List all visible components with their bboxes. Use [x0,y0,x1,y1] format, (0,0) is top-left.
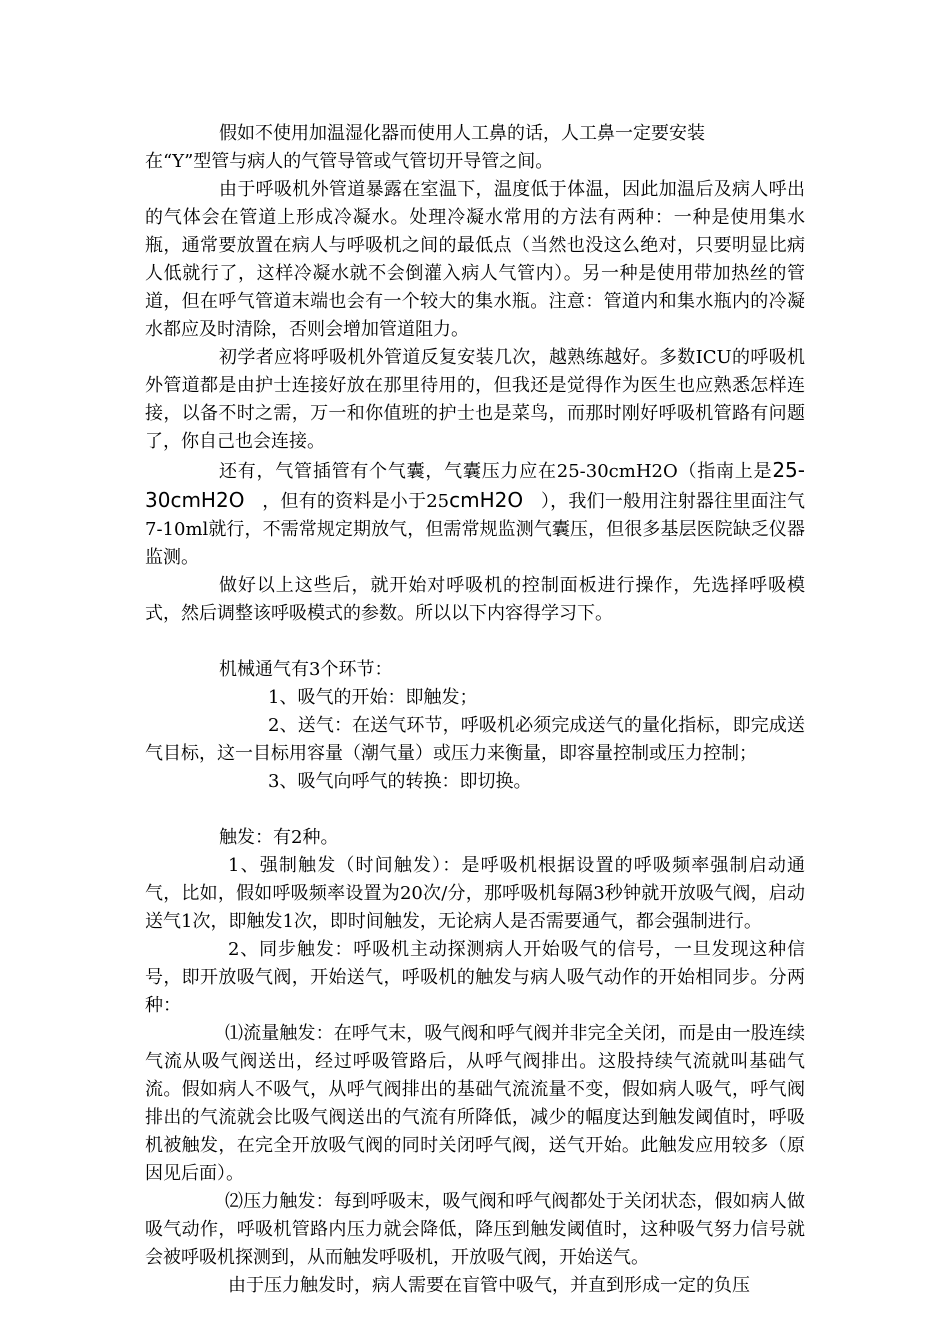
paragraph-pressure-trigger: ⑵压力触发：每到呼吸末，吸气阀和呼气阀都处于关闭状态，假如病人做吸气动作，呼吸机管路内压力就会降低，降压到触发阈值时，这种吸气努力信号就会被呼吸机探测到，从而触发呼吸机，开放吸气阀，开始送气。 [145,1191,805,1268]
list-item-delivery: 2、送气：在送气环节，呼吸机必须完成送气的量化指标，即完成送气目标，这一目标用容量（潮气量）或压力来衡量，即容量控制或压力控制； [145,715,805,764]
blank-line [145,796,805,824]
paragraph-beginners: 初学者应将呼吸机外管道反复安装几次，越熟练越好。多数ICU的呼吸机外管道都是由护士连接好放在那里待用的，但我还是觉得作为医生也应熟悉怎样连接，以备不时之需，万一和你值班的护士也是菜鸟，而那时刚好呼吸机管路有问题了，你自己也会连接。 [145,347,805,452]
paragraph-cuff-pressure [145,456,805,572]
paragraph-pressure-note: 由于压力触发时，病人需要在盲管中吸气，并直到形成一定的负压 [228,1275,750,1296]
paragraph-hme-1: 假如不使用加温湿化器而使用人工鼻的话，人工鼻一定要安装 [219,123,705,144]
paragraph-mandatory-trigger: 1、强制触发（时间触发）：是呼吸机根据设置的呼吸频率强制启动通气，比如，假如呼吸频率设置为20次/分，那呼吸机每隔3秒钟就开放吸气阀，启动送气1次，即触发1次，即时间触发，无论病人是否需要通气，都会强制进行。 [145,855,805,932]
cuff-guideline-value: 25-30cmH2O [145,458,805,512]
paragraph-control-panel: 做好以上这些后，就开始对呼吸机的控制面板进行操作，先选择呼吸模式，然后调整该呼吸模式的参数。所以以下内容得学习下。 [145,575,805,624]
list-item-cycling: 3、吸气向呼气的转换：即切换。 [268,771,532,792]
document-body [145,120,805,1300]
list-item-trigger: 1、吸气的开始：即触发； [268,687,478,708]
paragraph-sync-trigger: 2、同步触发：呼吸机主动探测病人开始吸气的信号，一旦发现这种信号，即开放吸气阀，开始送气，呼吸机的触发与病人吸气动作的开始相同步。分两种： [145,939,805,1016]
paragraph-trigger-types: 触发：有2种。 [219,827,339,848]
cuff-text-3: ），我们一般用注射器往里面注气7-10ml就行，不需常规定期放气，但需常规监测气囊压，但很多基层医院缺乏仪器监测。 [145,491,806,568]
blank-line [145,628,805,656]
cuff-text-1: 还有，气管插管有个气囊，气囊压力应在25-30cmH2O（指南上是 [219,461,773,482]
paragraph-three-stages: 机械通气有3个环节： [219,659,393,680]
cuff-text-2: ，但有的资料是小于25 [262,491,450,512]
paragraph-hme-2: 在“Y”型管与病人的气管导管或气管切开导管之间。 [145,151,554,172]
paragraph-flow-trigger: ⑴流量触发：在呼气末，吸气阀和呼气阀并非完全关闭，而是由一股连续气流从吸气阀送出，经过呼吸管路后，从呼气阀排出。这股持续气流就叫基础气流。假如病人不吸气，从呼气阀排出的基础气流流量不变，假如病人吸气，呼气阀排出的气流就会比吸气阀送出的气流有所降低，减少的幅度达到触发阈值时，呼吸机被触发，在完全开放吸气阀的同时关闭呼气阀，送气开始。此触发应用较多（原因见后面）。 [145,1023,805,1184]
paragraph-condensate: 由于呼吸机外管道暴露在室温下，温度低于体温，因此加温后及病人呼出的气体会在管道上形成冷凝水。处理冷凝水常用的方法有两种：一种是使用集水瓶，通常要放置在病人与呼吸机之间的最低点（当然也没这么绝对，只要明显比病人低就行了，这样冷凝水就不会倒灌入病人气管内）。另一种是使用带加热丝的管道，但在呼气管道末端也会有一个较大的集水瓶。注意：管道内和集水瓶内的冷凝水都应及时清除，否则会增加管道阻力。 [145,179,805,340]
cuff-unit: cmH2O [449,488,524,512]
